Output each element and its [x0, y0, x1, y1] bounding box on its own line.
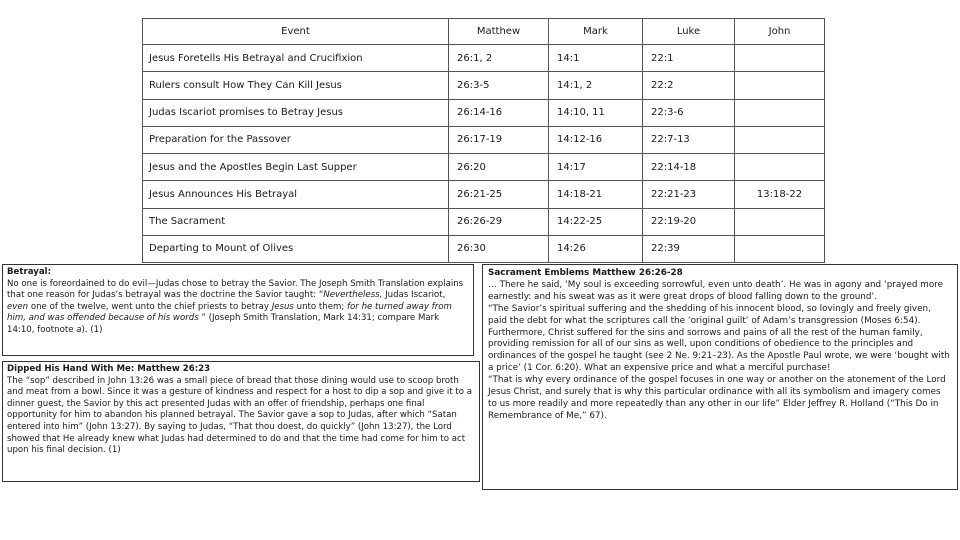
john-cell — [735, 208, 825, 235]
table-row — [143, 99, 825, 126]
john-cell: 13:18-22 — [735, 181, 825, 208]
table-row — [143, 208, 825, 235]
betrayal-italic-part: even — [7, 301, 29, 312]
header-john: John — [735, 19, 825, 45]
luke-cell: 22:1 — [643, 45, 735, 72]
event-cell: The Sacrament — [143, 208, 449, 235]
john-cell — [735, 72, 825, 99]
matthew-cell: 26:1, 2 — [449, 45, 549, 72]
harmony-table — [142, 18, 825, 263]
betrayal-italic-part: Nevertheless, — [323, 290, 383, 301]
betrayal-text-part: ). (1) — [81, 324, 103, 335]
john-cell — [735, 45, 825, 72]
matthew-cell: 26:26-29 — [449, 208, 549, 235]
betrayal-text-part: No one is foreordained to do evil—Judas chose to betray the Savior. The Joseph Smith Translation explains that one reason for Judas’s betrayal was the doctrine the Savior taught: “ — [7, 278, 464, 301]
matthew-cell: 26:30 — [449, 235, 549, 262]
event-cell: Departing to Mount of Olives — [143, 235, 449, 262]
luke-cell: 22:21-23 — [643, 181, 735, 208]
betrayal-text-part: one of the twelve, went unto the chief priests to betray — [28, 301, 272, 312]
mark-cell: 14:1, 2 — [549, 72, 643, 99]
matthew-cell: 26:20 — [449, 154, 549, 181]
john-cell — [735, 235, 825, 262]
emblems-title: Sacrament Emblems Matthew 26:26-28 — [488, 268, 683, 278]
table-row — [143, 235, 825, 262]
matthew-cell: 26:17-19 — [449, 126, 549, 153]
mark-cell: 14:1 — [549, 45, 643, 72]
mark-cell: 14:12-16 — [549, 126, 643, 153]
emblems-paragraph-1: … There he said, ‘My soul is exceeding sorrowful, even unto death’. He was in agony and ‘prayed more earnestly: and his sweat was as it were great drops of blood falling down to the ground’. — [488, 279, 944, 302]
table-row — [143, 154, 825, 181]
table-row — [143, 126, 825, 153]
event-cell: Jesus and the Apostles Begin Last Supper — [143, 154, 449, 181]
emblems-paragraph-3: “That is why every ordinance of the gospel focuses in one way or another on the atonement of the Lord Jesus Christ, and surely that is why this particular ordinance with all its symbolism and imagery comes to us more readily and more repeatedly than any other in our life” Elder Jeffrey R. Holland (“This Do in Remembrance of Me,” 67). — [488, 375, 946, 421]
mark-cell: 14:10, 11 — [549, 99, 643, 126]
john-cell — [735, 126, 825, 153]
event-cell: Jesus Foretells His Betrayal and Crucifixion — [143, 45, 449, 72]
luke-cell: 22:39 — [643, 235, 735, 262]
event-cell: Preparation for the Passover — [143, 126, 449, 153]
header-matthew: Matthew — [449, 19, 549, 45]
sop-note-box — [2, 361, 480, 482]
luke-cell: 22:3-6 — [643, 99, 735, 126]
john-cell — [735, 99, 825, 126]
sacrament-emblems-box — [482, 264, 958, 490]
table-row — [143, 72, 825, 99]
matthew-cell: 26:3-5 — [449, 72, 549, 99]
luke-cell: 22:7-13 — [643, 126, 735, 153]
sop-text: The “sop” described in John 13:26 was a small piece of bread that those dining would use to scoop broth and meat from a bowl. Since it was a gesture of kindness and respect for a host to dip a sop and give it to a dinner guest, the Savior by this act presented Judas with an offer of friendship, perhaps one final opportunity for him to abandon his planned betrayal. The Savior gave a sop to Judas, after which “Satan entered into him” (John 13:27). By saying to Judas, “That thou doest, do quickly” (John 13:27), the Lord showed that He already knew what Judas had determined to do and that the time had come for him to act upon his final decision. (1) — [7, 375, 473, 456]
john-cell — [735, 154, 825, 181]
betrayal-italic-part: a — [76, 324, 82, 335]
emblems-paragraph-2: “The Savior’s spiritual suffering and the shedding of his innocent blood, so lovingly and freely given, paid the debt for what the scriptures call the ‘original guilt’ of Adam’s transgression (Moses 6:54). Furthermore, Christ suffered for the sins and sorrows and pains of all the rest of the human family, providing remission for all of our sins as well, upon conditions of obedience to the principles and ordinances of the gospel he taught (see 2 Ne. 9:21–23). As the Apostle Paul wrote, we were ‘bought with a price’ (1 Cor. 6:20). What an expensive price and what a merciful purchase! — [488, 303, 950, 374]
betrayal-italic-part: Jesus — [271, 301, 294, 312]
table-header-row — [143, 19, 825, 45]
mark-cell: 14:22-25 — [549, 208, 643, 235]
luke-cell: 22:2 — [643, 72, 735, 99]
mark-cell: 14:17 — [549, 154, 643, 181]
sop-title: Dipped His Hand With Me: Matthew 26:23 — [7, 364, 211, 374]
betrayal-text-part: Judas Iscariot, — [382, 290, 446, 301]
luke-cell: 22:19-20 — [643, 208, 735, 235]
betrayal-note-box — [2, 264, 474, 356]
betrayal-text-part: ” (Joseph Smith Translation, Mark 14:31; compare Mark 14:10, footnote — [7, 313, 440, 335]
luke-cell: 22:14-18 — [643, 154, 735, 181]
betrayal-italic-part: for he turned away from him, and was offended because of his words — [7, 301, 452, 324]
event-cell: Judas Iscariot promises to Betray Jesus — [143, 99, 449, 126]
header-event: Event — [143, 19, 449, 45]
header-mark: Mark — [549, 19, 643, 45]
table-row — [143, 181, 825, 208]
betrayal-title: Betrayal: — [7, 267, 52, 277]
mark-cell: 14:18-21 — [549, 181, 643, 208]
matthew-cell: 26:14-16 — [449, 99, 549, 126]
mark-cell: 14:26 — [549, 235, 643, 262]
header-luke: Luke — [643, 19, 735, 45]
betrayal-text — [7, 279, 469, 337]
betrayal-text-part: unto them; — [293, 301, 348, 312]
event-cell: Rulers consult How They Can Kill Jesus — [143, 72, 449, 99]
table-row — [143, 45, 825, 72]
matthew-cell: 26:21-25 — [449, 181, 549, 208]
event-cell: Jesus Announces His Betrayal — [143, 181, 449, 208]
